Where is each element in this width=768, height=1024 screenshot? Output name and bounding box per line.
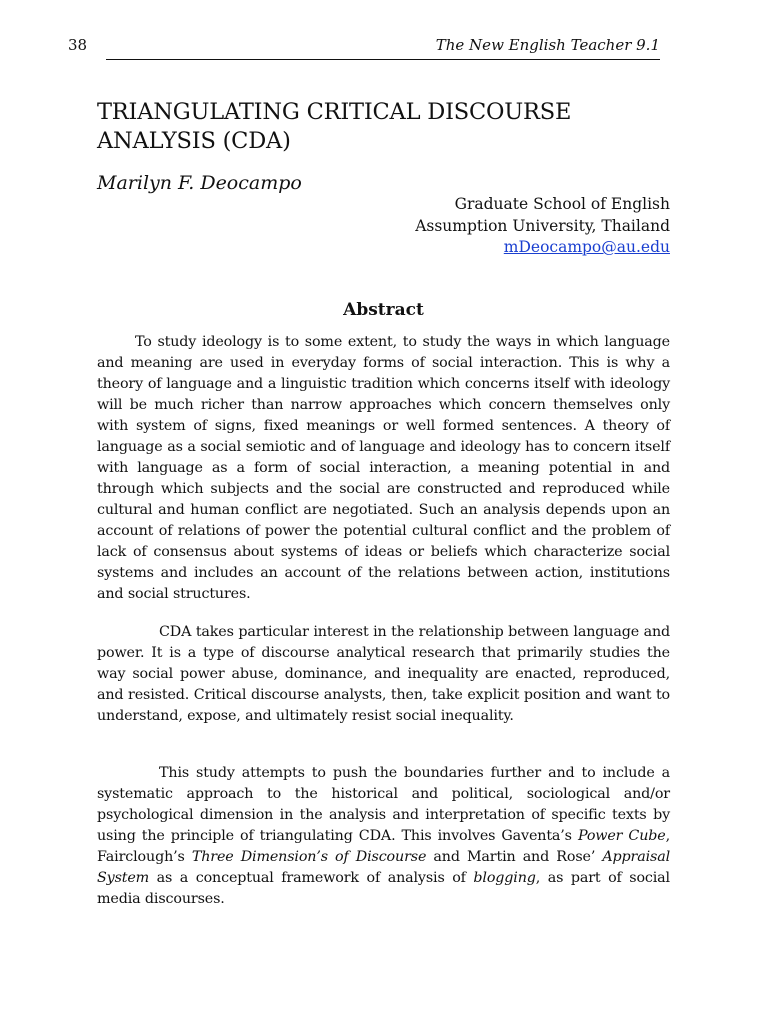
term-appraisal-system: Appraisal System	[97, 849, 670, 886]
article-title: TRIANGULATING CRITICAL DISCOURSE ANALYSIS (CDA)	[97, 99, 572, 154]
affiliation-block	[415, 194, 670, 259]
term-blogging: blogging	[473, 870, 536, 886]
abstract-paragraph-1: To study ideology is to some extent, to study the ways in which language and meaning are used in everyday forms of social interaction. This is why a theory of language and a linguistic tradition which concerns itself with ideology will be much richer than narrow approaches which concern themselves only with system of signs, fixed meanings or well formed sentences. A theory of language as a social semiotic and of language and ideology has to concern itself with language as a form of social interaction, a meaning potential in and through which subjects and the social are constructed and reproduced while cultural and human conflict are negotiated. Such an analysis depends upon an account of relations of power the potential cultural conflict and the problem of lack of consensus about systems of ideas or beliefs which characterize social systems and includes an account of the relations between action, institutions and social structures.	[97, 334, 670, 602]
university-name: Assumption University, Thailand	[415, 216, 670, 235]
abstract-paragraph-2: CDA takes particular interest in the relationship between language and power. It is a type of discourse analytical research that primarily studies the way social power abuse, dominance, and inequality are enacted, reproduced, and resisted. Critical discourse analysts, then, take explicit position and want to understand, expose, and ultimately resist social inequality.	[97, 624, 670, 724]
abstract-heading: Abstract	[343, 300, 424, 320]
page-number: 38	[68, 36, 88, 54]
school-name: Graduate School of English	[454, 195, 670, 213]
header-rule	[106, 59, 660, 60]
paragraph-text: and Martin and Rose’	[426, 849, 603, 865]
author-name: Marilyn F. Deocampo	[97, 172, 302, 194]
journal-title: The New English Teacher 9.1	[435, 36, 660, 54]
term-power-cube: Power Cube	[577, 828, 666, 844]
running-header	[62, 34, 660, 62]
paragraph-text: This study attempts to push the boundaries further and to include a systematic approach to the historical and political, sociological and/or psychological dimension in the analysis and interpretation of specific texts by using the principle of triangulating CDA. This involves Gaventa’s	[97, 765, 670, 844]
paragraph-text: as a conceptual framework of analysis of	[149, 870, 474, 886]
paragraph-text: , as part of social media discourses.	[97, 870, 670, 907]
abstract-paragraph-3	[97, 763, 670, 910]
term-three-dimensions: Three Dimension’s of Discourse	[191, 849, 427, 865]
paragraph-text: , Fairclough’s	[97, 828, 670, 865]
author-email-link[interactable]: mDeocampo@au.edu	[503, 238, 670, 256]
